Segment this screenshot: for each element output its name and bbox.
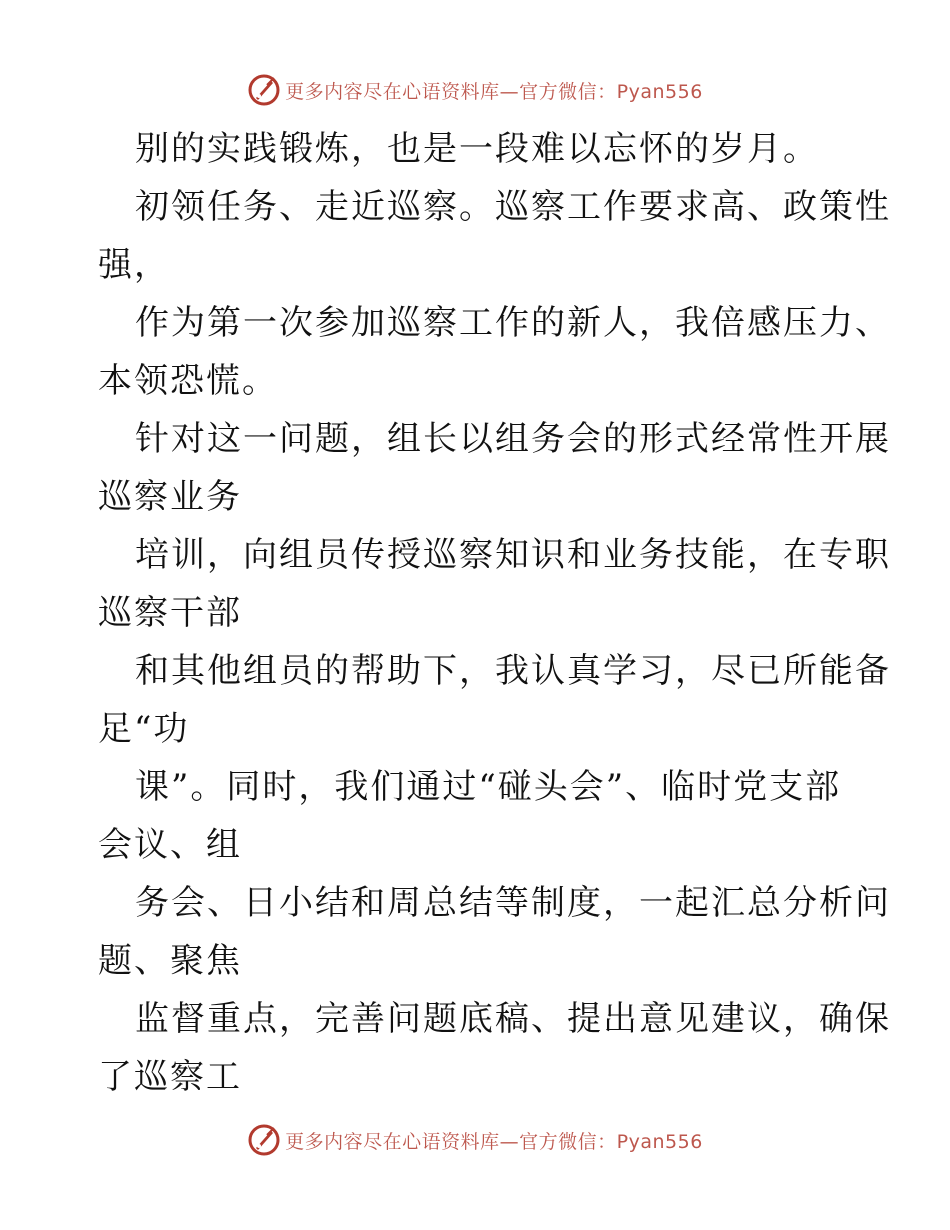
text-line: 强， — [98, 245, 170, 285]
text-line: 初领任务、走近巡察。巡察工作要求高、政策性 — [135, 187, 891, 227]
text-line: 监督重点，完善问题底稿、提出意见建议，确保 — [135, 999, 891, 1039]
document-body — [98, 120, 891, 1106]
text-line: 本领恐慌。 — [98, 361, 278, 401]
text-line: 巡察干部 — [98, 593, 242, 633]
footer-watermark-text: 更多内容尽在心语资料库—官方微信：Pyan556 — [285, 1130, 703, 1153]
text-line: 务会、日小结和周总结等制度，一起汇总分析问 — [135, 883, 891, 923]
quill-pen-seal-icon — [247, 73, 281, 107]
footer-watermark-banner — [0, 1120, 950, 1160]
text-line: 和其他组员的帮助下，我认真学习，尽已所能备 — [135, 651, 891, 691]
text-line: 巡察业务 — [98, 477, 242, 517]
quill-pen-seal-icon — [247, 1123, 281, 1157]
header-watermark-text: 更多内容尽在心语资料库—官方微信：Pyan556 — [285, 80, 703, 103]
header-watermark-banner — [0, 70, 950, 110]
text-line: 作为第一次参加巡察工作的新人，我倍感压力、 — [135, 303, 891, 343]
text-line: 足“功 — [98, 709, 190, 749]
text-line: 会议、组 — [98, 825, 242, 865]
text-line: 课”。同时，我们通过“碰头会”、临时党支部 — [135, 767, 842, 807]
text-line: 了巡察工 — [98, 1057, 242, 1097]
text-line: 针对这一问题，组长以组务会的形式经常性开展 — [135, 419, 891, 459]
text-line: 别的实践锻炼，也是一段难以忘怀的岁月。 — [135, 129, 819, 169]
text-line: 培训，向组员传授巡察知识和业务技能，在专职 — [135, 535, 891, 575]
text-line: 题、聚焦 — [98, 941, 242, 981]
